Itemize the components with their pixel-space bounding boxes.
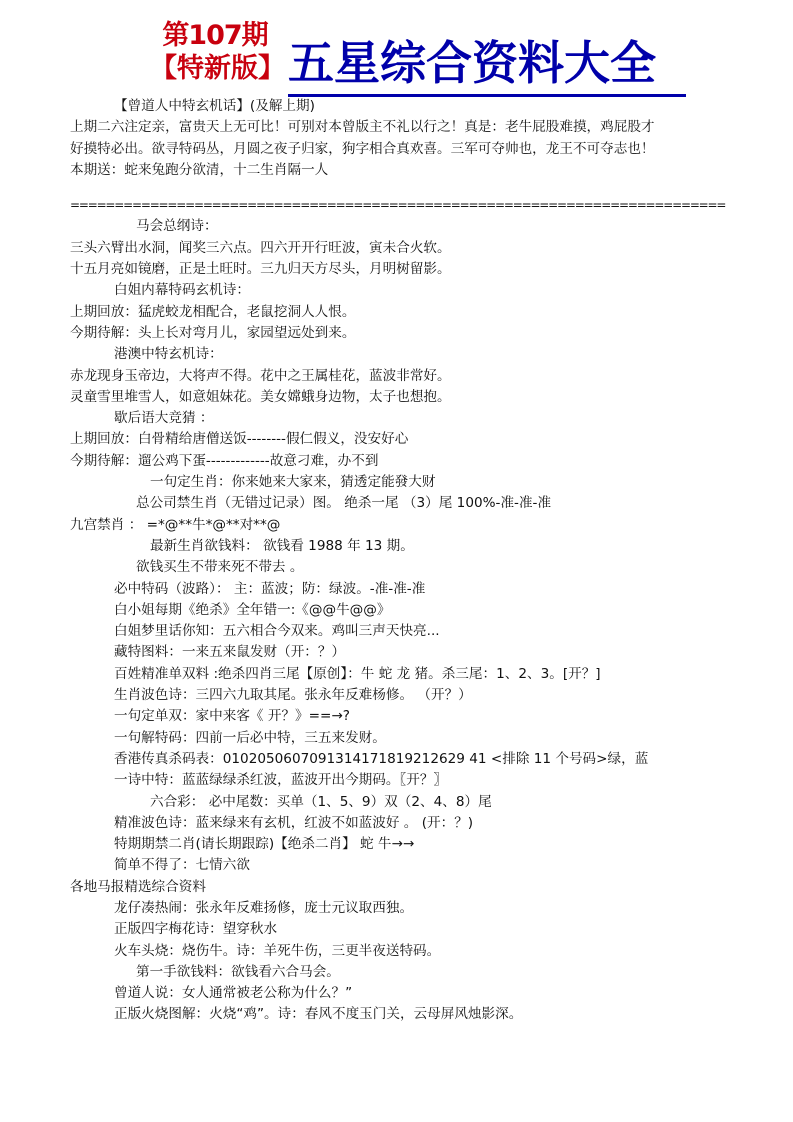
content-line: 白姐梦里话你知：五六相合今双来。鸡叫三声天快亮... — [114, 623, 440, 640]
intro-line: 好摸特必出。欲寻特码丛，月圆之夜子归家，狗字相合真欢喜。三军可夺帅也，龙王不可夺志也！ — [70, 140, 655, 157]
content-line: 三头六臂出水洞，闻奖三六点。四六开开行旺波，寅未合火软。 — [70, 239, 451, 256]
content-line: 曾道人说：女人通常被老公称为什么？” — [114, 985, 353, 1002]
content-line: 香港传真杀码表：0102050607091314171819212629 41 <排除 11 个号码>绿，蓝 — [114, 750, 649, 767]
content-line: 总公司禁生肖（无错过记录）图。 绝杀一尾 （3）尾 100%-准-准-准 — [136, 495, 552, 512]
content-line: 第一手欲钱料：欲钱看六合马会。 — [136, 963, 340, 980]
content-line: 一句定生肖：你来她来大家来，猜透定能發大财 — [150, 474, 436, 491]
content-line: 火车头烧：烧伤牛。诗：羊死牛伤，三更半夜送特码。 — [114, 942, 441, 959]
spacer — [70, 181, 782, 195]
content-line: 藏特图料：一来五来鼠发财（开：？） — [114, 644, 346, 661]
content-line: 正版火烧图解：火烧“鸡”。诗：春风不度玉门关，云母屏风烛影深。 — [114, 1006, 523, 1023]
content-line: 赤龙现身玉帝边，大将声不得。花中之王属桂花，蓝波非常好。 — [70, 367, 451, 384]
content-line: 灵童雪里堆雪人，如意姐妹花。美女嫦蛾身边物，太子也想抱。 — [70, 388, 451, 405]
content-line: 百姓精准单双料 :绝杀四肖三尾【原创】：牛 蛇 龙 猪。杀三尾：1、2、3。[开？] — [114, 665, 601, 682]
content-line: 最新生肖欲钱料： 欲钱看 1988 年 13 期。 — [150, 537, 414, 554]
intro-line: 上期二六注定亲，富贵天上无可比！可别对本曾版主不礼以行之！真是：老牛屁股难摸，鸡屁股才 — [70, 119, 655, 136]
issue-badge — [150, 20, 285, 86]
content-line: 九宫禁肖 ： =*@**牛*@**对**@ — [70, 516, 281, 533]
content-line: 今期待解：头上长对弯月儿，家园望远处到来。 — [70, 324, 356, 341]
intro-line: 本期送：蛇来兔跑分欲清，十二生肖隔一人 — [70, 161, 329, 178]
content-line: 歇后语大竞猜 ： — [114, 410, 214, 427]
content-line: 六合彩： 必中尾数：买单（1、5、9）双（2、4、8）尾 — [150, 793, 492, 810]
content-line: 各地马报精选综合资料 — [70, 878, 206, 895]
content-line: 今期待解：遛公鸡下蛋-------------故意刁难，办不到 — [70, 452, 379, 469]
content-line: 正版四字梅花诗：望穿秋水 — [114, 921, 278, 938]
content-line: 上期回放：猛虎蛟龙相配合，老鼠挖洞人人恨。 — [70, 303, 356, 320]
content-line: 欲钱买生不带来死不带去 。 — [136, 559, 304, 576]
content-line: 一诗中特：蓝蓝绿绿杀红波，蓝波开出今期码。〖开？〗 — [114, 772, 448, 789]
separator-line: ========================================================================== — [70, 198, 726, 213]
content-lines — [70, 216, 782, 1025]
content-line: 白小姐每期《绝杀》全年错一:《@@牛@@》 — [114, 601, 391, 618]
issue-number: 第107期 — [162, 20, 268, 51]
content-line: 特期期禁二肖(请长期跟踪)【绝杀二肖】 蛇 牛→→ — [114, 836, 415, 853]
content-line: 精准波色诗：蓝来绿来有玄机，红波不如蓝波好 。 (开：？) — [114, 814, 474, 831]
content-line: 简单不得了：七情六欲 — [114, 857, 250, 874]
content-line: 一句解特码：四前一后必中特，三五来发财。 — [114, 729, 386, 746]
content-line: 港澳中特玄机诗： — [114, 346, 223, 363]
content-line: 马会总纲诗： — [136, 218, 218, 235]
content-line: 一句定单双：家中来客《 开？》==→? — [114, 708, 351, 725]
edition-label: 【特新版】 — [150, 53, 285, 84]
intro-heading: 【曾道人中特玄机话】(及解上期) — [114, 98, 315, 114]
page-title: 五星综合资料大全 — [288, 36, 656, 90]
content-line: 十五月亮如镜磨，正是土旺时。三九归天方尽头，月明树留影。 — [70, 261, 451, 278]
content-line: 必中特码（波路）： 主：蓝波；防：绿波。-准-准-准 — [114, 580, 426, 597]
document-body — [70, 96, 782, 1026]
content-line: 生肖波色诗：三四六九取其尾。张永年反难杨修。 （开？） — [114, 687, 472, 704]
content-line: 龙仔凑热闹：张永年反难扬修，庞士元议取西独。 — [114, 899, 414, 916]
content-line: 白姐内幕特码玄机诗： — [114, 282, 250, 299]
content-line: 上期回放：白骨精给唐僧送饭--------假仁假义，没安好心 — [70, 431, 409, 448]
